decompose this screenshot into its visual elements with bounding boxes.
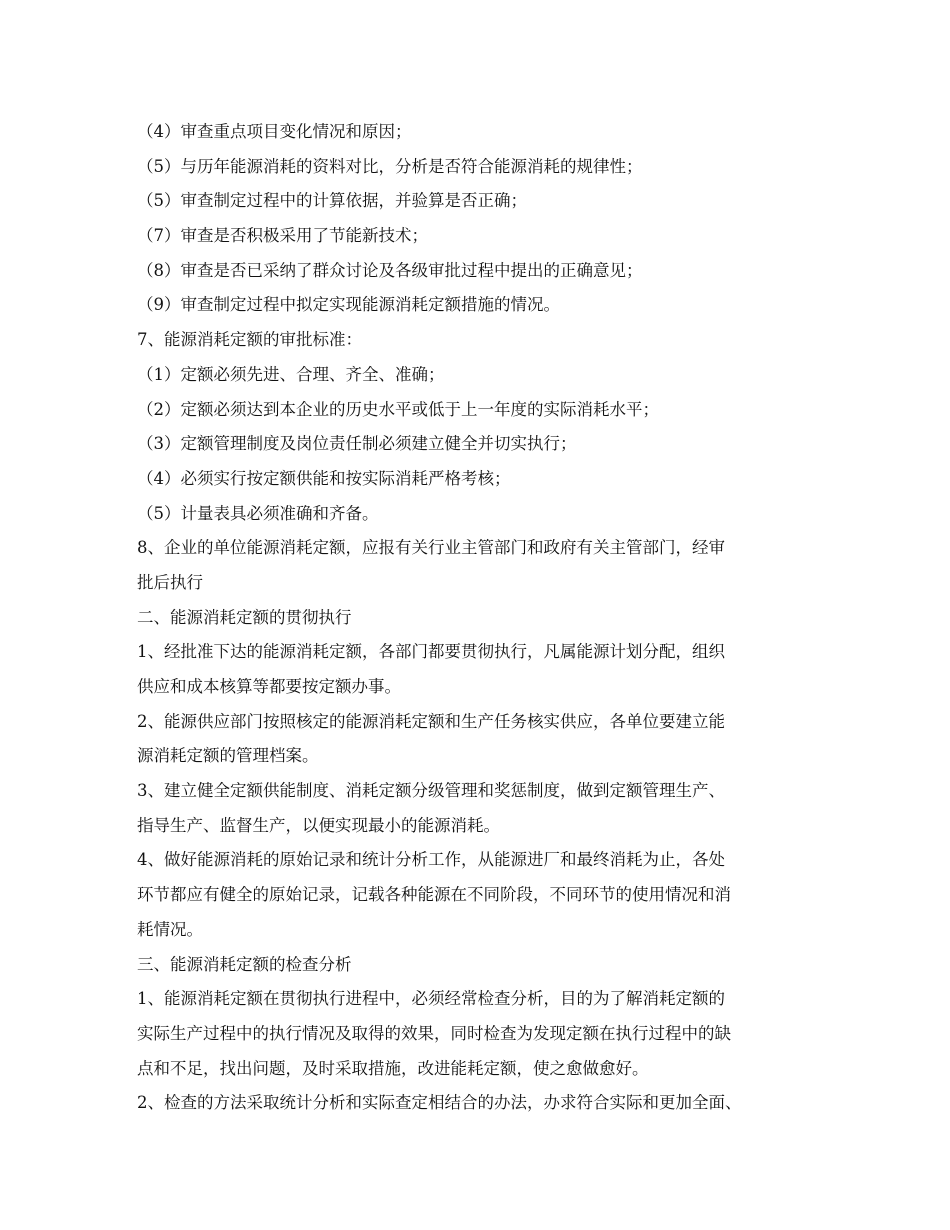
text-line: （1）定额必须先进、合理、齐全、准确； (137, 364, 445, 384)
text-line: 实际生产过程中的执行情况及取得的效果，同时检查为发现定额在执行过程中的缺 (137, 1023, 731, 1043)
text-line: 3、建立健全定额供能制度、消耗定额分级管理和奖惩制度，做到定额管理生产、 (137, 781, 725, 801)
text-line: 1、能源消耗定额在贯彻执行进程中，必须经常检查分析，目的为了解消耗定额的 (137, 989, 725, 1009)
text-line: 2、能源供应部门按照核定的能源消耗定额和生产任务核实供应，各单位要建立能 (137, 711, 725, 731)
text-line: 源消耗定额的管理档案。 (137, 746, 319, 766)
text-line: （8）审查是否已采纳了群众讨论及各级审批过程中提出的正确意见； (137, 260, 643, 280)
text-line: 1、经批准下达的能源消耗定额，各部门都要贯彻执行，凡属能源计划分配，组织 (137, 642, 725, 662)
text-line: 环节都应有健全的原始记录，记载各种能源在不同阶段，不同环节的使用情况和消 (137, 885, 731, 905)
text-line: （7）审查是否积极采用了节能新技术； (137, 226, 428, 246)
text-line: （4）必须实行按定额供能和按实际消耗严格考核； (137, 468, 511, 488)
text-line: （5）与历年能源消耗的资料对比，分析是否符合能源消耗的规律性； (137, 156, 643, 176)
text-line: （3）定额管理制度及岗位责任制必须建立健全并切实执行； (137, 434, 577, 454)
text-line: 耗情况。 (137, 919, 203, 939)
section-heading: 二、能源消耗定额的贯彻执行 (137, 607, 352, 627)
section-heading: 7、能源消耗定额的审批标准： (137, 330, 362, 350)
text-line: （9）审查制定过程中拟定实现能源消耗定额措施的情况。 (137, 295, 560, 315)
text-line: 点和不足，找出问题，及时采取措施，改进能耗定额，使之愈做愈好。 (137, 1058, 649, 1078)
document-body (137, 115, 827, 1121)
text-line: （2）定额必须达到本企业的历史水平或低于上一年度的实际消耗水平； (137, 399, 659, 419)
text-line: （5）计量表具必须准确和齐备。 (137, 503, 379, 523)
text-line: 2、检查的方法采取统计分析和实际查定相结合的办法，办求符合实际和更加全面、 (137, 1093, 742, 1113)
text-line: 批后执行 (137, 572, 203, 592)
section-heading: 三、能源消耗定额的检查分析 (137, 954, 352, 974)
text-line: 4、做好能源消耗的原始记录和统计分析工作，从能源进厂和最终消耗为止，各处 (137, 850, 725, 870)
text-line: （5）审查制定过程中的计算依据，并验算是否正确； (137, 191, 527, 211)
text-line: 供应和成本核算等都要按定额办事。 (137, 677, 401, 696)
text-line: 8、企业的单位能源消耗定额，应报有关行业主管部门和政府有关主管部门，经审 (137, 538, 725, 558)
text-line: 指导生产、监督生产，以便实现最小的能源消耗。 (137, 815, 500, 835)
text-line: （4）审查重点项目变化情况和原因； (137, 122, 412, 141)
